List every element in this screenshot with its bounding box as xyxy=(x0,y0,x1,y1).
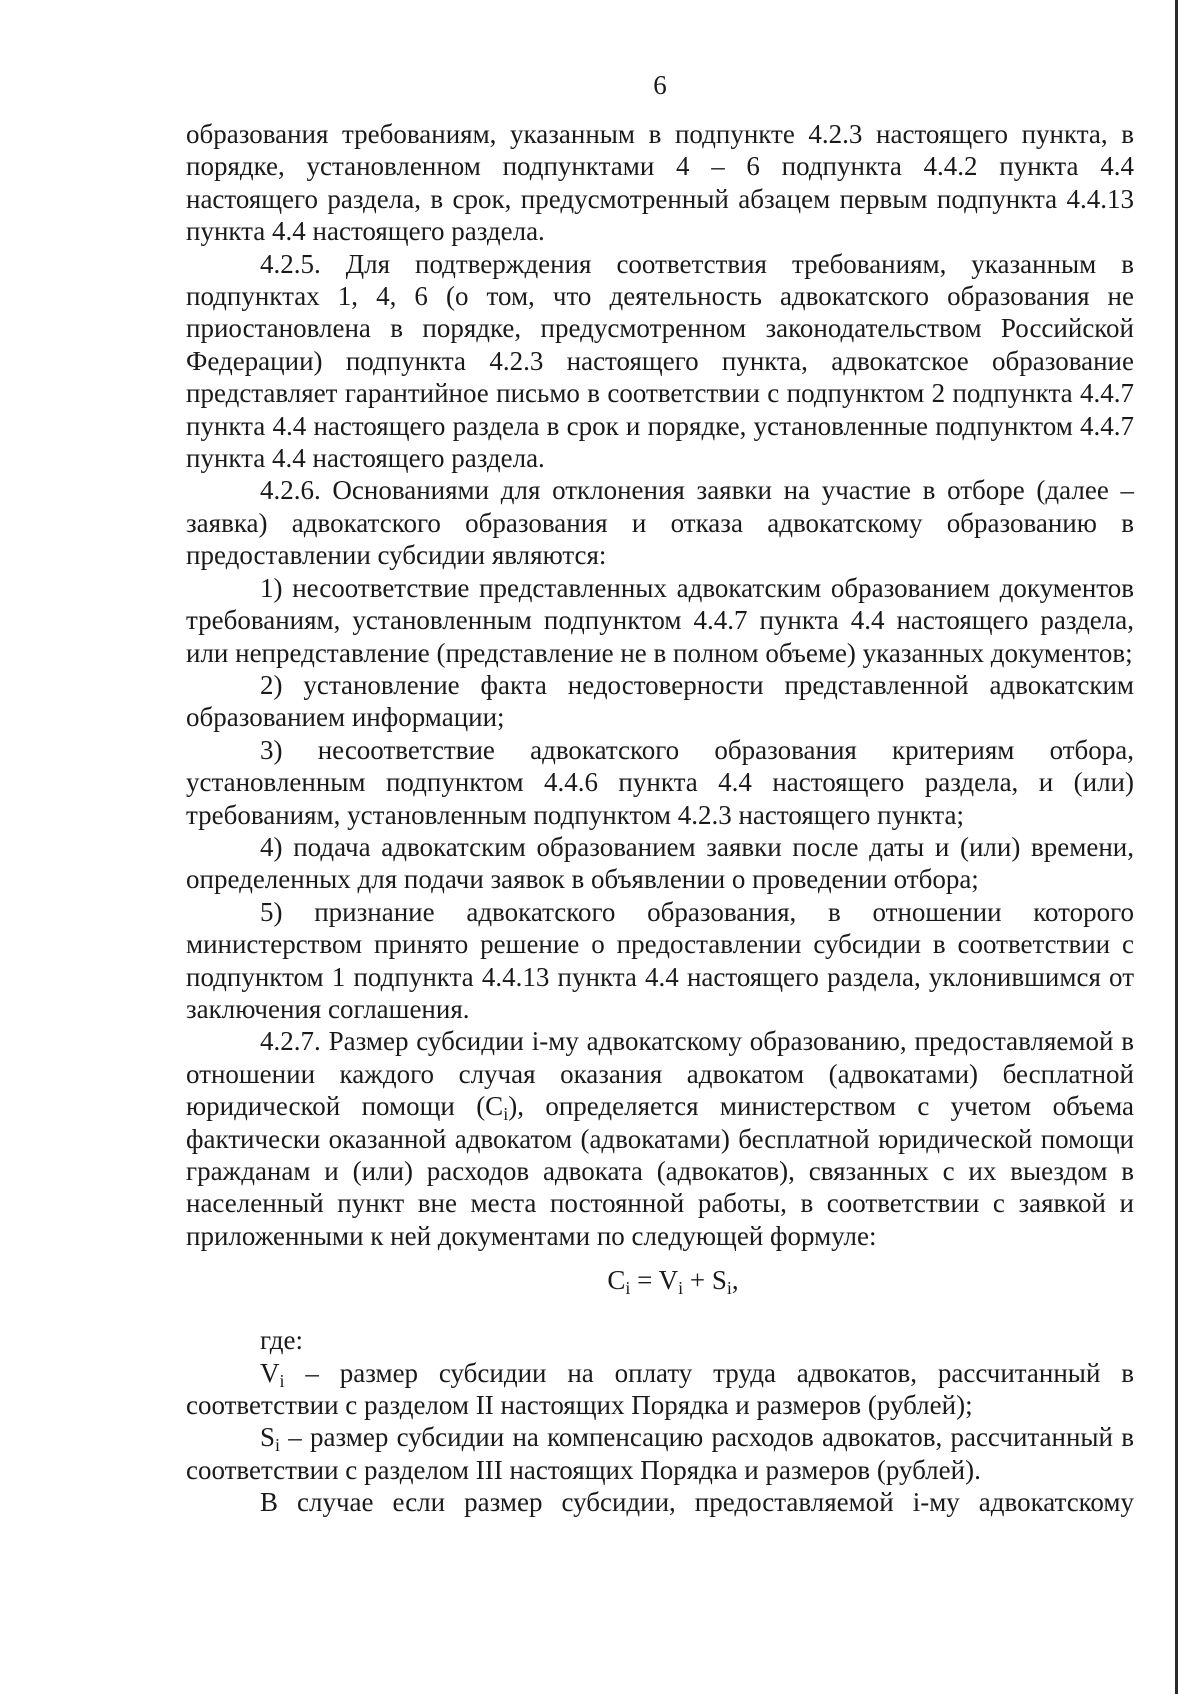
formula-plus-s: + S xyxy=(683,1265,727,1296)
list-item-4: 4) подача адвокатским образованием заявки после даты и (или) времени, определенных для подачи заявок в объявлении о проведении отбора; xyxy=(186,831,1134,895)
formula-c-sub: i xyxy=(625,1278,631,1299)
list-item-3: 3) несоответствие адвокатского образования критериям отбора, установленным подпунктом 4.4.6 пункта 4.4 настоящего раздела, и (или) требованиям, установленным подпунктом 4.2.3 настоящего пункта; xyxy=(186,734,1134,830)
si-text: – размер субсидии на компенсацию расходов адвокатов, рассчитанный в соответствии с разделом III настоящих Порядка и размеров (рублей). xyxy=(186,1422,1134,1485)
formula xyxy=(186,1264,1134,1314)
where-label: где: xyxy=(260,1325,303,1356)
vi-sub: i xyxy=(279,1370,285,1391)
page-edge-line xyxy=(1175,0,1178,1694)
formula-v-sub: i xyxy=(678,1278,684,1299)
paragraph-4-2-5: 4.2.5. Для подтверждения соответствия требованиям, указанным в подпунктах 1, 4, 6 (о том, что деятельность адвокатского образования не приостановлена в порядке, предусмотренном законодательством Российской Федерации) подпункта 4.2.3 настоящего пункта, адвокатское образование представляет гарантийное письмо в соответствии с подпунктом 2 подпункта 4.4.7 пункта 4.4 настоящего раздела в срок и порядке, установленные подпунктом 4.4.7 пункта 4.4 настоящего раздела. xyxy=(186,248,1134,474)
paragraph-4-2-7 xyxy=(186,1025,1134,1252)
list-item-1: 1) несоответствие представленных адвокатским образованием документов требованиям, установленным подпунктом 4.4.7 пункта 4.4 настоящего раздела, или непредставление (представление не в полном объеме) указанных документов; xyxy=(186,572,1134,668)
vi-symbol: V xyxy=(260,1357,280,1388)
si-symbol: S xyxy=(260,1422,276,1453)
si-sub: i xyxy=(275,1435,281,1456)
subscript-i: i xyxy=(503,1104,509,1125)
definition-vi xyxy=(186,1357,1134,1422)
list-item-5: 5) признание адвокатского образования, в отношении которого министерством принято решение о предоставлении субсидии в соответствии с подпунктом 1 подпункта 4.4.13 пункта 4.4 настоящего раздела, уклонившимся от заключения соглашения. xyxy=(186,896,1134,1024)
document-body xyxy=(186,118,1134,1519)
paragraph-4-2-7-part1: 4.2.7. Размер субсидии i-му адвокатскому образованию, предоставляемой в отношении каждого случая оказания адвокатом (адвокатами) бесплатной юридической помощи (C xyxy=(186,1026,1134,1122)
paragraph-4-2-7-part2: ), определяется министерством с учетом объема фактически оказанной адвокатом (адвокатами) бесплатной юридической помощи гражданам и (или) расходов адвоката (адвокатов), связанных с их выездом в населенный пункт вне места постоянной работы, в соответствии с заявкой и приложенными к ней документами по следующей формуле: xyxy=(186,1091,1135,1251)
definition-si xyxy=(186,1421,1134,1486)
paragraph-continuation: образования требованиям, указанным в подпункте 4.2.3 настоящего пункта, в порядке, установленном подпунктами 4 – 6 подпункта 4.4.2 пункта 4.4 настоящего раздела, в срок, предусмотренный абзацем первым подпункта 4.4.13 пункта 4.4 настоящего раздела. xyxy=(186,119,1134,247)
formula-end: , xyxy=(731,1265,739,1296)
paragraph-4-2-6: 4.2.6. Основаниями для отклонения заявки на участие в отборе (далее – заявка) адвокатского образования и отказа адвокатскому образованию в предоставлении субсидии являются: xyxy=(186,475,1134,571)
list-item-2: 2) установление факта недостоверности представленной адвокатским образованием информации; xyxy=(186,669,1134,733)
formula-c: C xyxy=(607,1265,626,1296)
formula-eq-v: = V xyxy=(630,1265,679,1296)
paragraph-final-line: В случае если размер субсидии, предоставляемой i-му адвокатскому xyxy=(260,1487,1134,1518)
vi-text: – размер субсидии на оплату труда адвокатов, рассчитанный в соответствии с разделом II настоящих Порядка и размеров (рублей); xyxy=(186,1357,1134,1421)
page-number: 6 xyxy=(653,70,667,100)
formula-s-sub: i xyxy=(726,1278,732,1299)
